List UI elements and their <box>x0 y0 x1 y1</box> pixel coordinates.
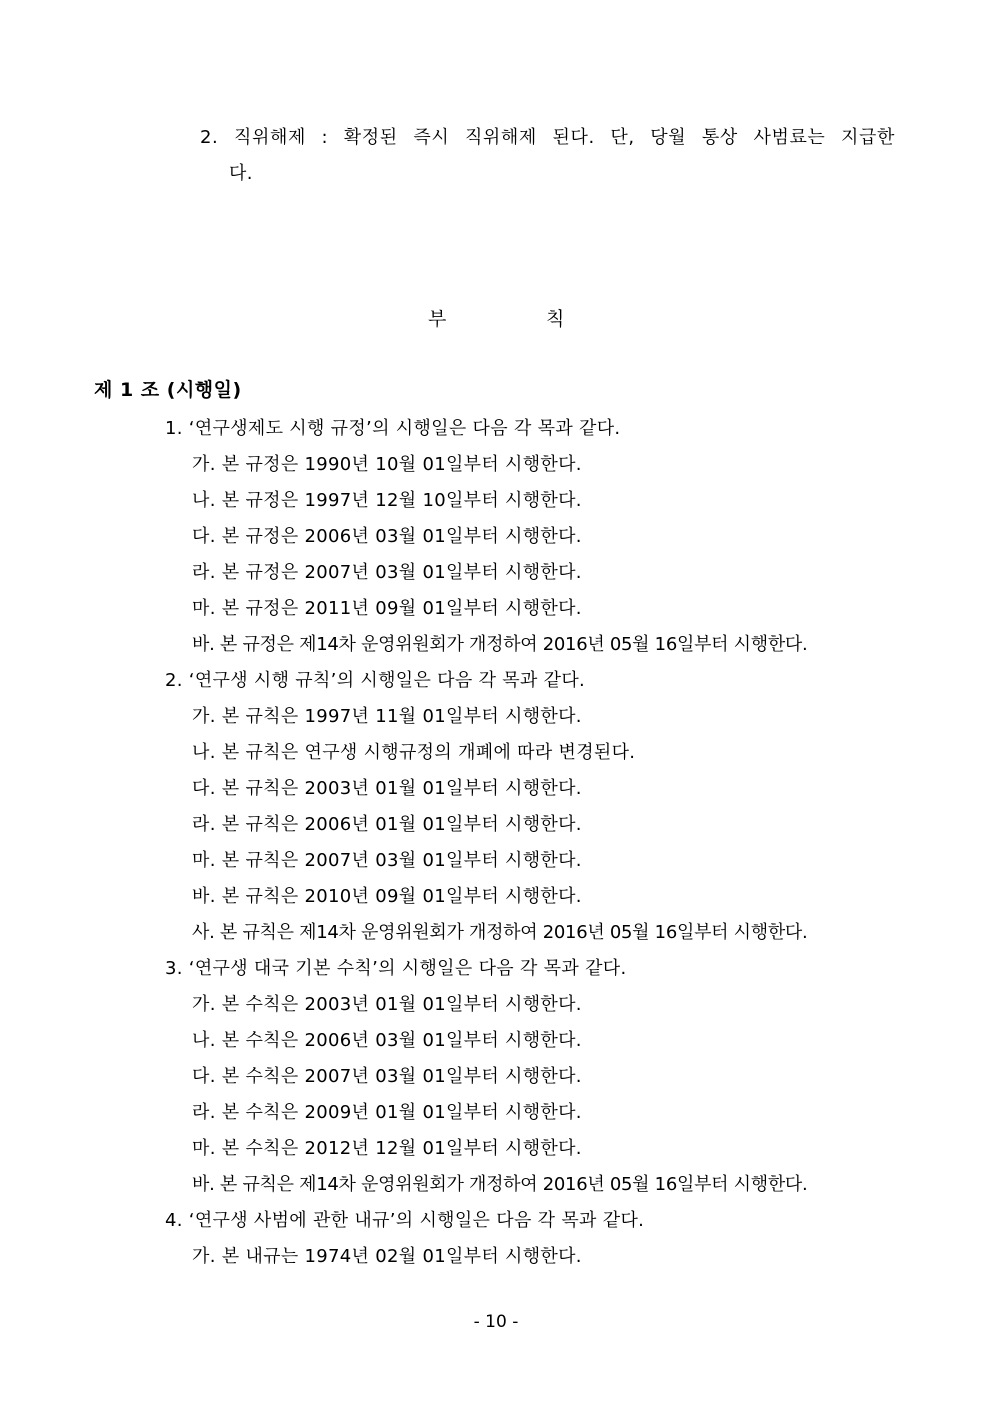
list-item: 다. 본 규칙은 2003년 01월 01일부터 시행한다. <box>192 778 582 799</box>
list-item: 라. 본 규칙은 2006년 01월 01일부터 시행한다. <box>192 814 582 835</box>
list-item: 바. 본 규칙은 2010년 09월 01일부터 시행한다. <box>192 886 582 907</box>
list-item: 바. 본 규정은 제14차 운영위원회가 개정하여 2016년 05월 16일부터 시행한다. <box>192 634 808 655</box>
list-item: 라. 본 규정은 2007년 03월 01일부터 시행한다. <box>192 562 582 583</box>
list-item: 바. 본 규칙은 제14차 운영위원회가 개정하여 2016년 05월 16일부터 시행한다. <box>192 1174 808 1195</box>
section-heading-char: 칙 <box>546 308 565 330</box>
list-item: 가. 본 규칙은 1997년 11월 01일부터 시행한다. <box>192 706 582 727</box>
list-item: 나. 본 규칙은 연구생 시행규정의 개폐에 따라 변경된다. <box>192 742 636 763</box>
list-item: 라. 본 수칙은 2009년 01월 01일부터 시행한다. <box>192 1102 582 1123</box>
section-title: 4. ‘연구생 사범에 관한 내규’의 시행일은 다음 각 목과 같다. <box>165 1210 645 1231</box>
page-number: - 10 - <box>473 1312 519 1332</box>
list-item: 다. 본 수칙은 2007년 03월 01일부터 시행한다. <box>192 1066 582 1087</box>
list-item: 가. 본 규정은 1990년 10월 01일부터 시행한다. <box>192 454 582 475</box>
list-item: 다. 본 규정은 2006년 03월 01일부터 시행한다. <box>192 526 582 547</box>
list-item: 나. 본 규정은 1997년 12월 10일부터 시행한다. <box>192 490 582 511</box>
list-item: 나. 본 수칙은 2006년 03월 01일부터 시행한다. <box>192 1030 582 1051</box>
list-item: 가. 본 수칙은 2003년 01월 01일부터 시행한다. <box>192 994 582 1015</box>
section-heading <box>400 305 590 333</box>
list-item: 마. 본 규정은 2011년 09월 01일부터 시행한다. <box>192 598 582 619</box>
section-title: 1. ‘연구생제도 시행 규정’의 시행일은 다음 각 목과 같다. <box>165 418 621 439</box>
section-title: 3. ‘연구생 대국 기본 수칙’의 시행일은 다음 각 목과 같다. <box>165 958 627 979</box>
list-item: 마. 본 수칙은 2012년 12월 01일부터 시행한다. <box>192 1138 582 1159</box>
list-item: 사. 본 규칙은 제14차 운영위원회가 개정하여 2016년 05월 16일부터 시행한다. <box>192 922 808 943</box>
continued-item-line-end: 다. <box>229 163 253 184</box>
continued-item-line: 2. 직위해제 : 확정된 즉시 직위해제 된다. 단, 당월 통상 사범료는 지급한 <box>200 127 895 148</box>
list-item: 마. 본 규칙은 2007년 03월 01일부터 시행한다. <box>192 850 582 871</box>
article-title: 제 1 조 (시행일) <box>94 379 242 401</box>
section-heading-char: 부 <box>428 308 447 330</box>
section-title: 2. ‘연구생 시행 규칙’의 시행일은 다음 각 목과 같다. <box>165 670 586 691</box>
list-item: 가. 본 내규는 1974년 02월 01일부터 시행한다. <box>192 1246 582 1267</box>
